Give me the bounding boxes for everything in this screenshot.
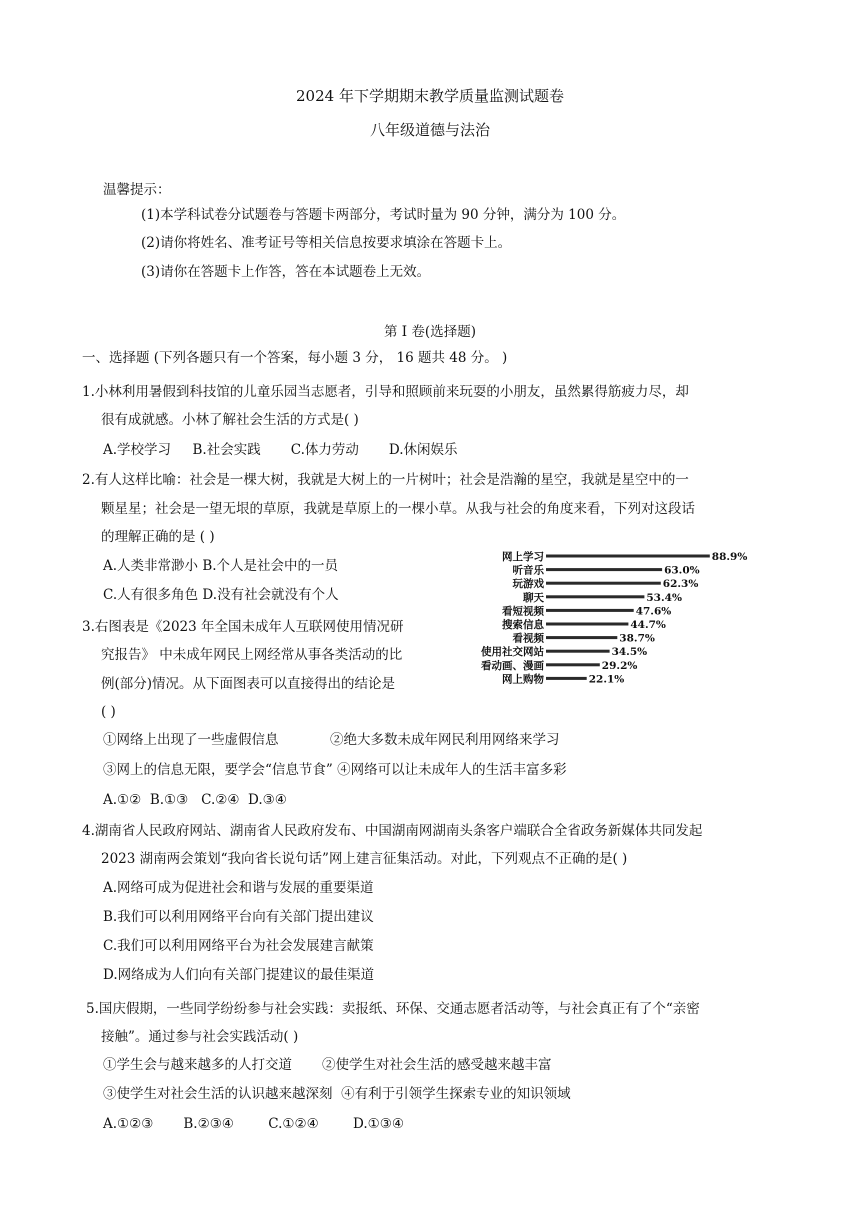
question-3-stem: 3.右图表是《2023 年全国未成年人互联网使用情况研 (82, 619, 404, 635)
question-4-stem: 4.湖南省人民政府网站、湖南省人民政府发布、中国湖南网湖南头条客户端联合全省政务新媒体共同发起 (82, 823, 703, 839)
exam-subject: 八年级道德与法治 (369, 121, 490, 139)
question-3-statement: ①网络上出现了一些虚假信息 ②绝大多数未成年网民利用网络来学习 (103, 732, 560, 748)
question-1-options: A.学校学习 B.社会实践 C.体力劳动 D.休闲娱乐 (103, 442, 458, 458)
chart-category-label: 看视频 (512, 632, 544, 645)
question-4-option: A.网络可成为促进社会和谐与发展的重要渠道 (103, 880, 374, 896)
question-2-option-row: C.人有很多角色 D.没有社会就没有个人 (103, 587, 339, 603)
chart-category-label: 网上学习 (502, 551, 544, 563)
question-5-statement: ①学生会与越来越多的人打交道 ②使学生对社会生活的感受越来越丰富 (103, 1057, 552, 1073)
chart-category-label: 网上购物 (502, 673, 544, 686)
chart-category-label: 听音乐 (512, 564, 544, 577)
exam-title: 2024 年下学期期末教学质量监测试题卷 (296, 87, 564, 105)
chart-bar (546, 623, 628, 626)
question-3-options: A.①② B.①③ C.②④ D.③④ (103, 792, 287, 808)
section-title: 第 Ⅰ 卷(选择题) (384, 324, 476, 340)
tip-item: (1)本学科试卷分试题卷与答题卡两部分，考试时量为 90 分钟，满分为 100 分。 (141, 207, 626, 223)
question-2-option-row: A.人类非常渺小 B.个人是社会中的一员 (103, 558, 339, 574)
chart-category-label: 搜索信息 (502, 619, 544, 631)
chart-value-label: 47.6% (635, 605, 672, 618)
question-4-option: B.我们可以利用网络平台向有关部门提出建议 (103, 909, 374, 925)
chart-value-label: 22.1% (588, 673, 625, 686)
chart-bar (546, 555, 710, 558)
question-3-statement: ③网上的信息无限，要学会“信息节食” ④网络可以让未成年人的生活丰富多彩 (103, 762, 567, 778)
question-1-stem: 很有成就感。小林了解社会生活的方式是( ) (101, 412, 359, 428)
question-2-stem: 的理解正确的是 ( ) (101, 529, 215, 545)
chart-category-label: 聊天 (523, 591, 544, 604)
chart-value-label: 29.2% (601, 659, 638, 672)
question-4-option: C.我们可以利用网络平台为社会发展建言献策 (103, 938, 374, 954)
question-3-stem: 例(部分)情况。从下面图表可以直接得出的结论是 (101, 676, 396, 692)
question-3-stem: 究报告》 中未成年网民上网经常从事各类活动的比 (101, 647, 403, 663)
question-1-stem: 1.小林利用暑假到科技馆的儿童乐园当志愿者，引导和照顾前来玩耍的小朋友，虽然累得筋疲力尽，却 (82, 384, 689, 400)
chart-value-label: 62.3% (662, 578, 699, 591)
internet-activity-bar-chart (458, 548, 758, 688)
chart-value-label: 38.7% (619, 632, 655, 645)
chart-category-label: 看短视频 (502, 605, 544, 618)
chart-value-label: 63.0% (664, 564, 700, 577)
chart-bar (546, 663, 600, 666)
question-4-stem: 2023 湖南两会策划“我向省长说句话”网上建言征集活动。对此，下列观点不正确的是( ) (101, 851, 628, 867)
chart-bar (546, 595, 644, 598)
question-5-statement: ③使学生对社会生活的认识越来越深刻 ④有利于引领学生探索专业的知识领域 (103, 1086, 571, 1102)
chart-bar (546, 568, 662, 571)
question-2-stem: 2.有人这样比喻：社会是一棵大树，我就是大树上的一片树叶；社会是浩瀚的星空，我就是星空中的一 (82, 472, 689, 488)
chart-value-label: 34.5% (611, 646, 648, 659)
question-5-options: A.①②③ B.②③④ C.①②④ D.①③④ (103, 1116, 404, 1132)
chart-value-label: 44.7% (630, 619, 666, 631)
question-4-option: D.网络成为人们向有关部门提建议的最佳渠道 (103, 967, 375, 983)
chart-bar (546, 582, 661, 585)
chart-bar (546, 609, 634, 612)
tips-heading: 温馨提示： (103, 182, 171, 198)
question-5-stem: 5.国庆假期，一些同学纷纷参与社会实践：卖报纸、环保、交通志愿者活动等，与社会真正有了个“亲密 (86, 1001, 700, 1017)
tip-item: (2)请你将姓名、准考证号等相关信息按要求填涂在答题卡上。 (141, 235, 512, 251)
section-instruction: 一、选择题 (下列各题只有一个答案，每小题 3 分， 16 题共 48 分。 ) (82, 350, 508, 366)
chart-bar (546, 677, 587, 680)
question-3-stem: ( ) (101, 704, 116, 720)
question-2-stem: 颗星星；社会是一望无垠的草原，我就是草原上的一棵小草。从我与社会的角度来看，下列对这段话 (101, 501, 695, 517)
chart-category-label: 使用社交网站 (481, 646, 544, 659)
chart-value-label: 53.4% (646, 591, 682, 604)
chart-value-label: 88.9% (711, 551, 748, 563)
chart-bar (546, 650, 610, 653)
chart-category-label: 玩游戏 (512, 578, 544, 591)
chart-bar (546, 636, 617, 639)
question-5-stem: 接触”。通过参与社会实践活动( ) (101, 1029, 299, 1045)
tip-item: (3)请你在答题卡上作答，答在本试题卷上无效。 (141, 264, 431, 280)
chart-category-label: 看动画、漫画 (481, 659, 544, 672)
